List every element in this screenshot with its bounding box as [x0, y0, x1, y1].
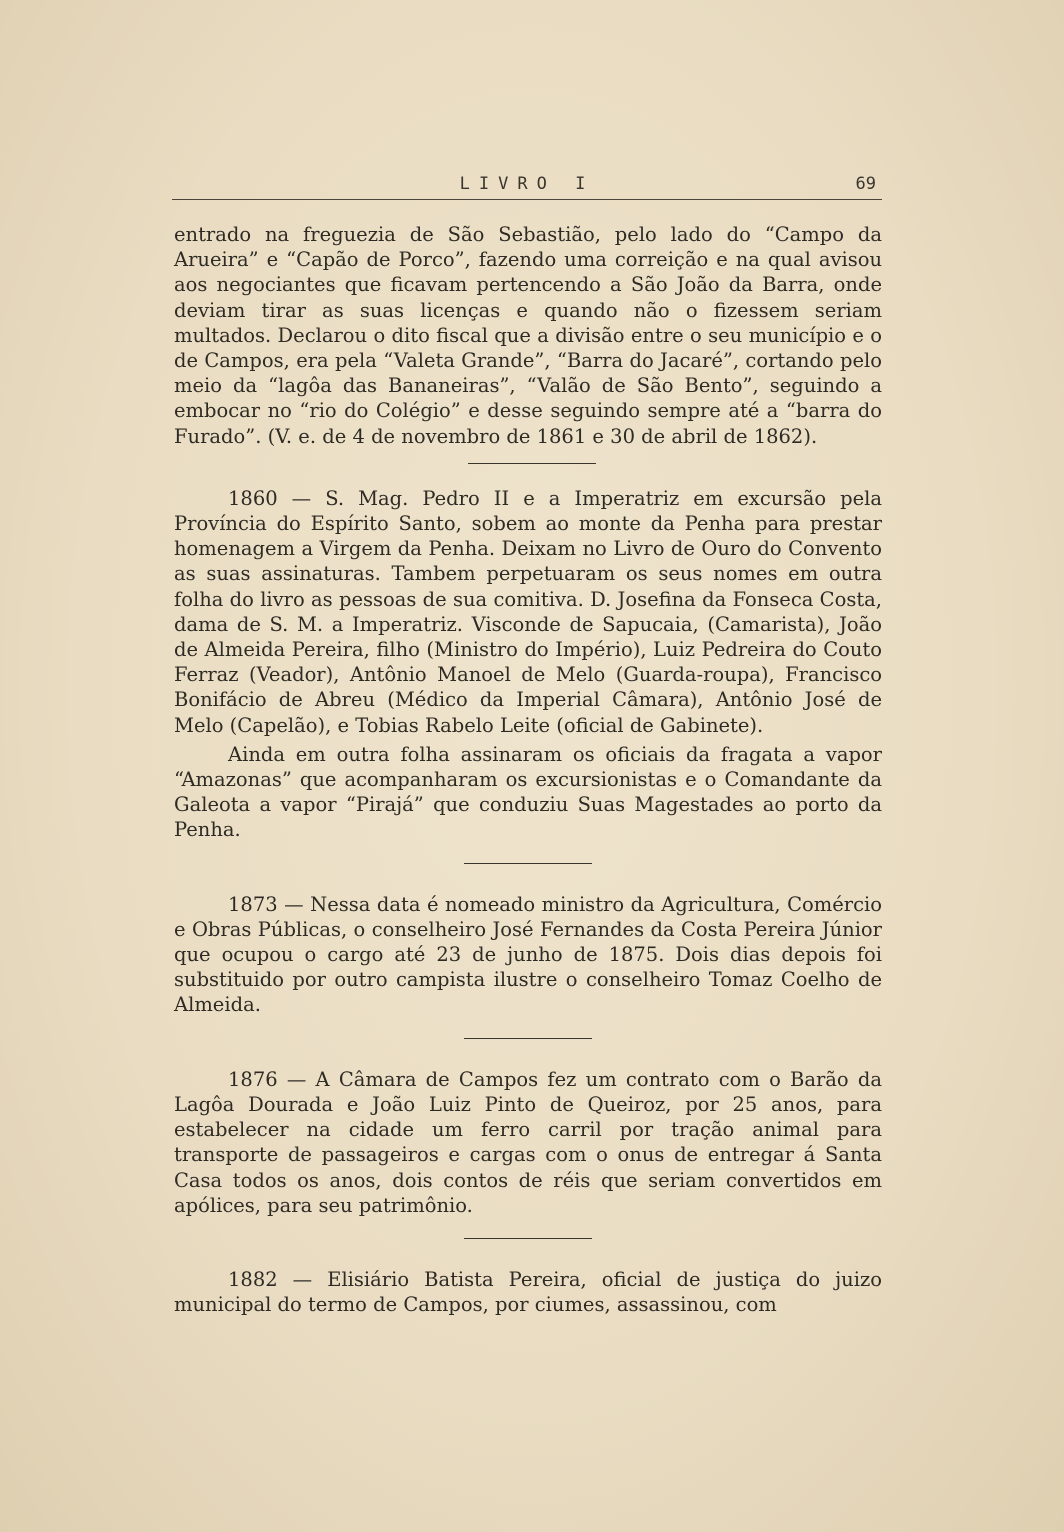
running-header [172, 172, 882, 202]
section-divider [464, 1238, 592, 1239]
page-number: 69 [855, 174, 876, 194]
paragraph-continuation: entrado na freguezia de São Sebastião, pelo lado do “Campo da Arueira” e “Capão de Porco”, fazendo uma correição e na qual avisou aos negociantes que ficavam pertencendo a São João da Barra, onde deviam tirar as suas licenças e quando não o fizessem seriam multados. Declarou o dito fiscal que a divisão entre o seu município e o de Campos, era pela “Valeta Grande”, “Barra do Jacaré”, cortando pelo meio da “lagôa das Bananeiras”, “Valão de São Bento”, seguindo a embocar no “rio do Colégio” e desse seguindo sempre até a “barra do Furado”. (V. e. de 4 de novembro de 1861 e 30 de abril de 1862). [174, 223, 882, 448]
entry-1860-continued: Ainda em outra folha assinaram os oficiais da fragata a vapor “Amazonas” que acompanharam os excursionistas e o Comandante da Galeota a vapor “Pirajá” que conduziu Suas Magestades ao porto da Penha. [174, 742, 882, 842]
section-divider [464, 1038, 592, 1039]
section-divider [468, 463, 596, 464]
body-text [174, 222, 882, 1317]
entry-1876: 1876 — A Câmara de Campos fez um contrato com o Barão da Lagôa Dourada e João Luiz Pinto de Queiroz, por 25 anos, para estabelecer na cidade um ferro carril por tração animal para transporte de passageiros e cargas com o onus de entregar á Santa Casa todos os anos, dois contos de réis que seriam convertidos em apólices, para seu patrimônio. [174, 1067, 882, 1217]
header-rule [172, 199, 882, 200]
entry-1873: 1873 — Nessa data é nomeado ministro da Agricultura, Comércio e Obras Públicas, o conselheiro José Fernandes da Costa Pereira Júnior que ocupou o cargo até 23 de junho de 1875. Dois dias depois foi substituido por outro campista ilustre o conselheiro Tomaz Coelho de Almeida. [174, 892, 882, 1017]
running-title: LIVRO I [459, 174, 595, 194]
section-divider [464, 863, 592, 864]
entry-1882: 1882 — Elisiário Batista Pereira, oficial de justiça do juizo municipal do termo de Campos, por ciumes, assassinou, com [174, 1267, 882, 1317]
entry-1860: 1860 — S. Mag. Pedro II e a Imperatriz em excursão pela Província do Espírito Santo, sobem ao monte da Penha para prestar homenagem a Virgem da Penha. Deixam no Livro de Ouro do Convento as suas assinaturas. Tambem perpetuaram os seus nomes em outra folha do livro as pessoas de sua comitiva. D. Josefina da Fonseca Costa, dama de S. M. a Imperatriz. Visconde de Sapucaia, (Camarista), João de Almeida Pereira, filho (Ministro do Império), Luiz Pedreira do Couto Ferraz (Veador), Antônio Manoel de Melo (Guarda-roupa), Francisco Bonifácio de Abreu (Médico da Imperial Câmara), Antônio José de Melo (Capelão), e Tobias Rabelo Leite (oficial de Gabinete). [174, 486, 882, 737]
